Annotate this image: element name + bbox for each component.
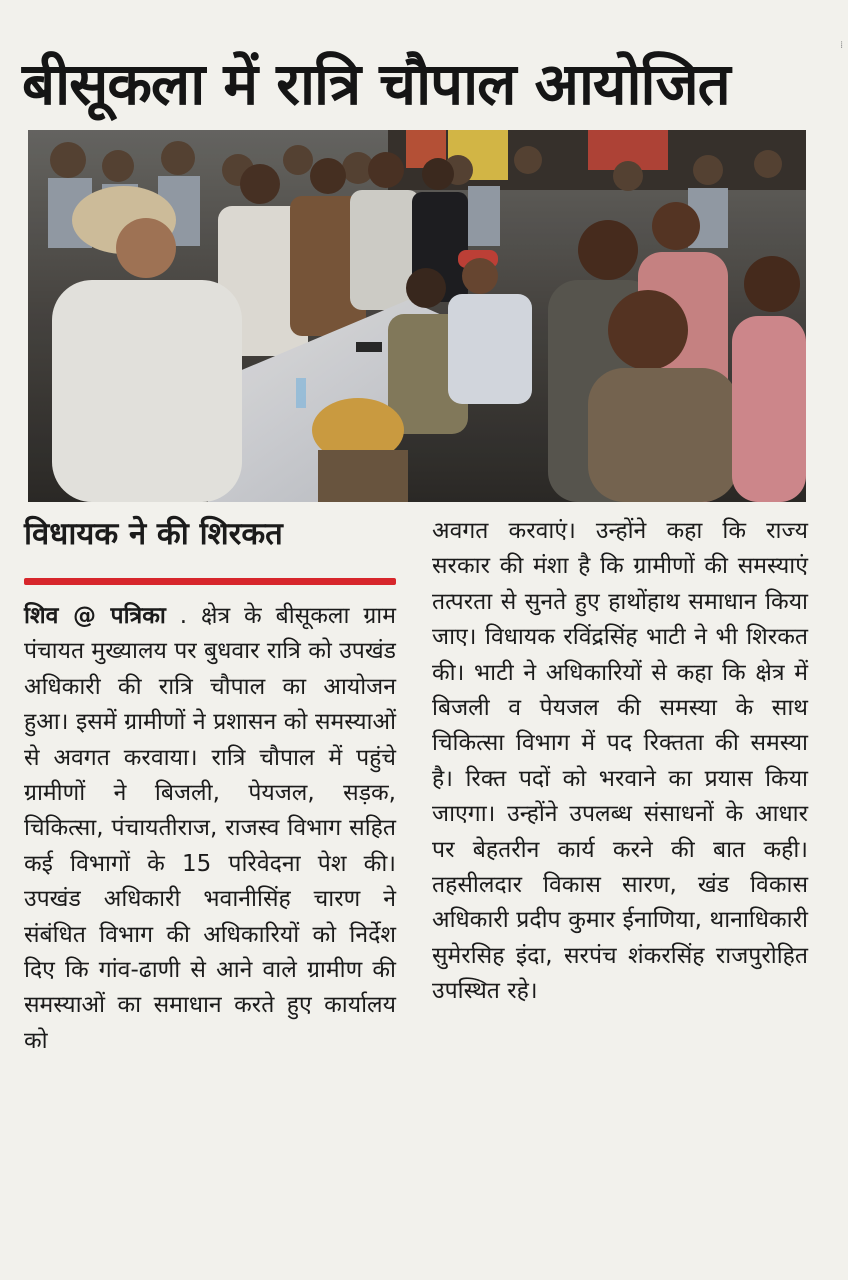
news-photo	[28, 130, 806, 502]
article-right-column	[432, 514, 808, 1010]
page-edge-mark: ⁞	[840, 40, 844, 51]
subheading: विधायक ने की शिरकत	[24, 516, 283, 552]
red-divider	[24, 578, 396, 585]
clipped-previous-text	[0, 0, 848, 16]
dateline: शिव @ पत्रिका	[24, 603, 166, 629]
headline: बीसूकला में रात्रि चौपाल आयोजित	[22, 50, 730, 118]
article-left-column	[24, 512, 396, 1059]
left-column-text: . क्षेत्र के बीसूकला ग्राम पंचायत मुख्यालय पर बुधवार रात्रि को उपखंड अधिकारी की रात्रि चौपाल का आयोजन हुआ। इसमें ग्रामीणों ने प्रशासन को समस्याओं से अवगत करवाया। रात्रि चौपाल में पहुंचे ग्रामीणों ने बिजली, पेयजल, सड़क, चिकित्सा, पंचायतीराज, राजस्व विभाग सहित कई विभागों के 15 परिवेदना पेश की। उपखंड अधिकारी भवानीसिंह चारण ने संबंधित विभाग की अधिकारियों को निर्देश दिए कि गांव-ढाणी से आने वाले ग्रामीण की समस्याओं का समाधान करते हुए कार्यालय को	[24, 603, 397, 1054]
chaupal-meeting-photo	[28, 130, 806, 502]
right-column-text: अवगत करवाएं। उन्होंने कहा कि राज्य सरकार की मंशा है कि ग्रामीणों की समस्याएं तत्परता से सुनते हुए हाथोंहाथ समाधान किया जाए। विधायक रविंद्रसिंह भाटी ने भी शिरकत की। भाटी ने अधिकारियों से कहा कि क्षेत्र में बिजली व पेयजल की समस्या के साथ चिकित्सा विभाग में पद रिक्तता की समस्या है। रिक्त पदों को भरवाने का प्रयास किया जाएगा। उन्होंने उपलब्ध संसाधनों के आधार पर बेहतरीन कार्य करने की बात कही। तहसीलदार विकास सारण, खंड विकास अधिकारी प्रदीप कुमार ईनाणिया, थानाधिकारी सुमेरसिह इंदा, सरपंच शंकरसिंह राजपुरोहित उपस्थित रहे।	[432, 518, 808, 1005]
left-column-body	[24, 599, 396, 1059]
